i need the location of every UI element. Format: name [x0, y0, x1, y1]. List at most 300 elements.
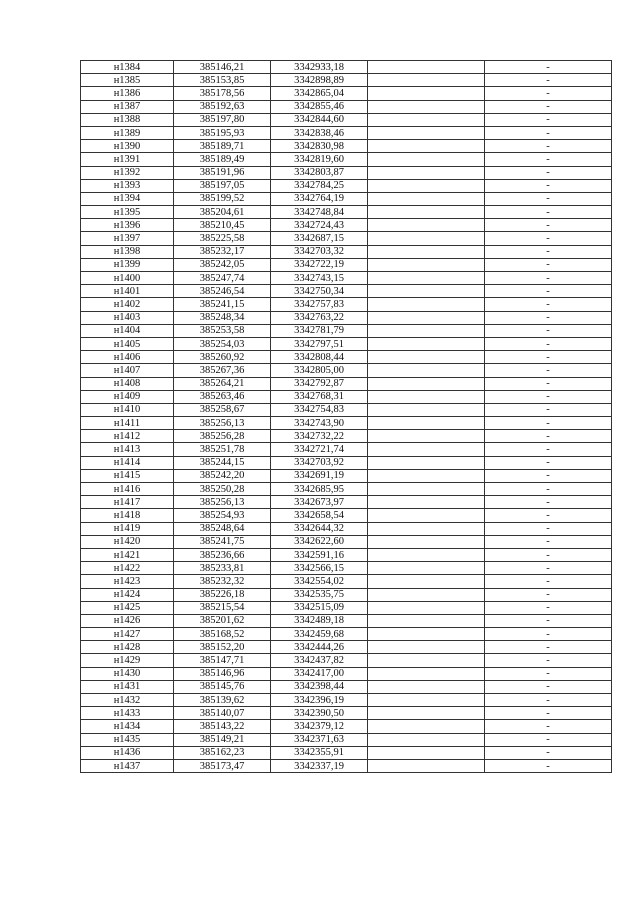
table-row	[81, 548, 612, 561]
y-coordinate-cell: 3342722,19	[271, 258, 368, 271]
point-id-cell: н1427	[81, 628, 174, 641]
value-cell: -	[485, 324, 612, 337]
empty-cell	[368, 535, 485, 548]
x-coordinate-cell: 385241,15	[174, 298, 271, 311]
empty-cell	[368, 192, 485, 205]
value-cell: -	[485, 74, 612, 87]
point-id-cell: н1426	[81, 614, 174, 627]
point-id-cell: н1422	[81, 562, 174, 575]
empty-cell	[368, 430, 485, 443]
x-coordinate-cell: 385256,13	[174, 496, 271, 509]
point-id-cell: н1403	[81, 311, 174, 324]
table-row	[81, 245, 612, 258]
empty-cell	[368, 707, 485, 720]
point-id-cell: н1395	[81, 206, 174, 219]
point-id-cell: н1393	[81, 179, 174, 192]
point-id-cell: н1410	[81, 403, 174, 416]
point-id-cell: н1409	[81, 390, 174, 403]
y-coordinate-cell: 3342865,04	[271, 87, 368, 100]
x-coordinate-cell: 385250,28	[174, 483, 271, 496]
value-cell: -	[485, 469, 612, 482]
point-id-cell: н1402	[81, 298, 174, 311]
y-coordinate-cell: 3342390,50	[271, 707, 368, 720]
y-coordinate-cell: 3342781,79	[271, 324, 368, 337]
point-id-cell: н1433	[81, 707, 174, 720]
point-id-cell: н1416	[81, 483, 174, 496]
empty-cell	[368, 74, 485, 87]
value-cell: -	[485, 575, 612, 588]
empty-cell	[368, 746, 485, 759]
x-coordinate-cell: 385197,05	[174, 179, 271, 192]
value-cell: -	[485, 403, 612, 416]
value-cell: -	[485, 522, 612, 535]
empty-cell	[368, 588, 485, 601]
value-cell: -	[485, 680, 612, 693]
y-coordinate-cell: 3342489,18	[271, 614, 368, 627]
empty-cell	[368, 219, 485, 232]
y-coordinate-cell: 3342703,32	[271, 245, 368, 258]
table-row	[81, 166, 612, 179]
table-row	[81, 509, 612, 522]
table-row	[81, 746, 612, 759]
y-coordinate-cell: 3342379,12	[271, 720, 368, 733]
x-coordinate-cell: 385146,21	[174, 61, 271, 74]
y-coordinate-cell: 3342803,87	[271, 166, 368, 179]
value-cell: -	[485, 245, 612, 258]
x-coordinate-cell: 385232,17	[174, 245, 271, 258]
value-cell: -	[485, 377, 612, 390]
table-row	[81, 680, 612, 693]
point-id-cell: н1437	[81, 759, 174, 772]
y-coordinate-cell: 3342398,44	[271, 680, 368, 693]
x-coordinate-cell: 385191,96	[174, 166, 271, 179]
empty-cell	[368, 179, 485, 192]
value-cell: -	[485, 192, 612, 205]
empty-cell	[368, 694, 485, 707]
x-coordinate-cell: 385215,54	[174, 601, 271, 614]
point-id-cell: н1394	[81, 192, 174, 205]
x-coordinate-cell: 385254,93	[174, 509, 271, 522]
point-id-cell: н1386	[81, 87, 174, 100]
empty-cell	[368, 337, 485, 350]
value-cell: -	[485, 258, 612, 271]
point-id-cell: н1385	[81, 74, 174, 87]
value-cell: -	[485, 364, 612, 377]
x-coordinate-cell: 385199,52	[174, 192, 271, 205]
x-coordinate-cell: 385139,62	[174, 694, 271, 707]
value-cell: -	[485, 337, 612, 350]
x-coordinate-cell: 385247,74	[174, 272, 271, 285]
x-coordinate-cell: 385140,07	[174, 707, 271, 720]
x-coordinate-cell: 385264,21	[174, 377, 271, 390]
empty-cell	[368, 403, 485, 416]
value-cell: -	[485, 641, 612, 654]
empty-cell	[368, 522, 485, 535]
table-row	[81, 522, 612, 535]
x-coordinate-cell: 385146,96	[174, 667, 271, 680]
value-cell: -	[485, 759, 612, 772]
value-cell: -	[485, 548, 612, 561]
point-id-cell: н1435	[81, 733, 174, 746]
empty-cell	[368, 733, 485, 746]
value-cell: -	[485, 61, 612, 74]
value-cell: -	[485, 206, 612, 219]
table-row	[81, 614, 612, 627]
value-cell: -	[485, 430, 612, 443]
y-coordinate-cell: 3342459,68	[271, 628, 368, 641]
value-cell: -	[485, 126, 612, 139]
y-coordinate-cell: 3342673,97	[271, 496, 368, 509]
point-id-cell: н1392	[81, 166, 174, 179]
y-coordinate-cell: 3342805,00	[271, 364, 368, 377]
empty-cell	[368, 113, 485, 126]
x-coordinate-cell: 385189,71	[174, 140, 271, 153]
table-row	[81, 351, 612, 364]
point-id-cell: н1406	[81, 351, 174, 364]
x-coordinate-cell: 385242,20	[174, 469, 271, 482]
x-coordinate-cell: 385225,58	[174, 232, 271, 245]
value-cell: -	[485, 628, 612, 641]
empty-cell	[368, 443, 485, 456]
point-id-cell: н1431	[81, 680, 174, 693]
x-coordinate-cell: 385254,03	[174, 337, 271, 350]
point-id-cell: н1419	[81, 522, 174, 535]
value-cell: -	[485, 100, 612, 113]
empty-cell	[368, 575, 485, 588]
value-cell: -	[485, 113, 612, 126]
value-cell: -	[485, 298, 612, 311]
point-id-cell: н1425	[81, 601, 174, 614]
x-coordinate-cell: 385226,18	[174, 588, 271, 601]
point-id-cell: н1384	[81, 61, 174, 74]
y-coordinate-cell: 3342750,34	[271, 285, 368, 298]
x-coordinate-cell: 385143,22	[174, 720, 271, 733]
point-id-cell: н1412	[81, 430, 174, 443]
table-row	[81, 100, 612, 113]
y-coordinate-cell: 3342933,18	[271, 61, 368, 74]
point-id-cell: н1389	[81, 126, 174, 139]
value-cell: -	[485, 390, 612, 403]
point-id-cell: н1421	[81, 548, 174, 561]
value-cell: -	[485, 179, 612, 192]
point-id-cell: н1388	[81, 113, 174, 126]
value-cell: -	[485, 733, 612, 746]
point-id-cell: н1407	[81, 364, 174, 377]
empty-cell	[368, 720, 485, 733]
point-id-cell: н1434	[81, 720, 174, 733]
y-coordinate-cell: 3342784,25	[271, 179, 368, 192]
empty-cell	[368, 100, 485, 113]
empty-cell	[368, 654, 485, 667]
y-coordinate-cell: 3342535,75	[271, 588, 368, 601]
y-coordinate-cell: 3342515,09	[271, 601, 368, 614]
point-id-cell: н1417	[81, 496, 174, 509]
empty-cell	[368, 272, 485, 285]
table-row	[81, 140, 612, 153]
value-cell: -	[485, 694, 612, 707]
point-id-cell: н1399	[81, 258, 174, 271]
empty-cell	[368, 285, 485, 298]
y-coordinate-cell: 3342754,83	[271, 403, 368, 416]
table-row	[81, 469, 612, 482]
value-cell: -	[485, 707, 612, 720]
value-cell: -	[485, 483, 612, 496]
value-cell: -	[485, 219, 612, 232]
table-row	[81, 390, 612, 403]
point-id-cell: н1387	[81, 100, 174, 113]
y-coordinate-cell: 3342764,19	[271, 192, 368, 205]
table-row	[81, 535, 612, 548]
value-cell: -	[485, 417, 612, 430]
value-cell: -	[485, 535, 612, 548]
x-coordinate-cell: 385147,71	[174, 654, 271, 667]
x-coordinate-cell: 385253,58	[174, 324, 271, 337]
y-coordinate-cell: 3342591,16	[271, 548, 368, 561]
empty-cell	[368, 377, 485, 390]
value-cell: -	[485, 232, 612, 245]
point-id-cell: н1432	[81, 694, 174, 707]
x-coordinate-cell: 385145,76	[174, 680, 271, 693]
table-row	[81, 417, 612, 430]
table-row	[81, 364, 612, 377]
table-row	[81, 496, 612, 509]
y-coordinate-cell: 3342748,84	[271, 206, 368, 219]
y-coordinate-cell: 3342797,51	[271, 337, 368, 350]
x-coordinate-cell: 385197,80	[174, 113, 271, 126]
value-cell: -	[485, 614, 612, 627]
empty-cell	[368, 126, 485, 139]
table-row	[81, 311, 612, 324]
point-id-cell: н1428	[81, 641, 174, 654]
table-row	[81, 232, 612, 245]
empty-cell	[368, 469, 485, 482]
x-coordinate-cell: 385256,28	[174, 430, 271, 443]
y-coordinate-cell: 3342838,46	[271, 126, 368, 139]
y-coordinate-cell: 3342355,91	[271, 746, 368, 759]
table-row	[81, 733, 612, 746]
x-coordinate-cell: 385162,23	[174, 746, 271, 759]
empty-cell	[368, 311, 485, 324]
value-cell: -	[485, 588, 612, 601]
value-cell: -	[485, 654, 612, 667]
empty-cell	[368, 61, 485, 74]
empty-cell	[368, 232, 485, 245]
value-cell: -	[485, 509, 612, 522]
table-row	[81, 298, 612, 311]
table-row	[81, 667, 612, 680]
empty-cell	[368, 641, 485, 654]
table-row	[81, 430, 612, 443]
point-id-cell: н1401	[81, 285, 174, 298]
value-cell: -	[485, 140, 612, 153]
table-row	[81, 324, 612, 337]
value-cell: -	[485, 720, 612, 733]
x-coordinate-cell: 385258,67	[174, 403, 271, 416]
y-coordinate-cell: 3342721,74	[271, 443, 368, 456]
table-row	[81, 258, 612, 271]
x-coordinate-cell: 385236,66	[174, 548, 271, 561]
empty-cell	[368, 496, 485, 509]
table-row	[81, 641, 612, 654]
table-row	[81, 403, 612, 416]
x-coordinate-cell: 385173,47	[174, 759, 271, 772]
coordinates-table	[80, 60, 612, 773]
x-coordinate-cell: 385241,75	[174, 535, 271, 548]
point-id-cell: н1415	[81, 469, 174, 482]
x-coordinate-cell: 385189,49	[174, 153, 271, 166]
value-cell: -	[485, 443, 612, 456]
y-coordinate-cell: 3342337,19	[271, 759, 368, 772]
empty-cell	[368, 483, 485, 496]
table-row	[81, 562, 612, 575]
table-row	[81, 285, 612, 298]
empty-cell	[368, 628, 485, 641]
table-row	[81, 126, 612, 139]
x-coordinate-cell: 385233,81	[174, 562, 271, 575]
y-coordinate-cell: 3342855,46	[271, 100, 368, 113]
empty-cell	[368, 140, 485, 153]
y-coordinate-cell: 3342622,60	[271, 535, 368, 548]
x-coordinate-cell: 385152,20	[174, 641, 271, 654]
value-cell: -	[485, 601, 612, 614]
table-row	[81, 456, 612, 469]
point-id-cell: н1430	[81, 667, 174, 680]
table-row	[81, 588, 612, 601]
coordinates-table-body	[81, 61, 612, 773]
y-coordinate-cell: 3342844,60	[271, 113, 368, 126]
y-coordinate-cell: 3342444,26	[271, 641, 368, 654]
x-coordinate-cell: 385246,54	[174, 285, 271, 298]
table-row	[81, 377, 612, 390]
point-id-cell: н1408	[81, 377, 174, 390]
y-coordinate-cell: 3342658,54	[271, 509, 368, 522]
point-id-cell: н1396	[81, 219, 174, 232]
value-cell: -	[485, 746, 612, 759]
y-coordinate-cell: 3342566,15	[271, 562, 368, 575]
y-coordinate-cell: 3342644,32	[271, 522, 368, 535]
empty-cell	[368, 390, 485, 403]
x-coordinate-cell: 385201,62	[174, 614, 271, 627]
value-cell: -	[485, 667, 612, 680]
empty-cell	[368, 298, 485, 311]
point-id-cell: н1418	[81, 509, 174, 522]
empty-cell	[368, 601, 485, 614]
table-row	[81, 153, 612, 166]
y-coordinate-cell: 3342685,95	[271, 483, 368, 496]
point-id-cell: н1414	[81, 456, 174, 469]
empty-cell	[368, 562, 485, 575]
table-row	[81, 575, 612, 588]
point-id-cell: н1398	[81, 245, 174, 258]
y-coordinate-cell: 3342691,19	[271, 469, 368, 482]
table-row	[81, 219, 612, 232]
y-coordinate-cell: 3342898,89	[271, 74, 368, 87]
x-coordinate-cell: 385149,21	[174, 733, 271, 746]
table-row	[81, 601, 612, 614]
table-row	[81, 61, 612, 74]
y-coordinate-cell: 3342792,87	[271, 377, 368, 390]
x-coordinate-cell: 385256,13	[174, 417, 271, 430]
point-id-cell: н1420	[81, 535, 174, 548]
point-id-cell: н1390	[81, 140, 174, 153]
x-coordinate-cell: 385248,64	[174, 522, 271, 535]
point-id-cell: н1423	[81, 575, 174, 588]
empty-cell	[368, 206, 485, 219]
point-id-cell: н1436	[81, 746, 174, 759]
value-cell: -	[485, 285, 612, 298]
x-coordinate-cell: 385153,85	[174, 74, 271, 87]
empty-cell	[368, 759, 485, 772]
table-row	[81, 707, 612, 720]
empty-cell	[368, 364, 485, 377]
value-cell: -	[485, 351, 612, 364]
empty-cell	[368, 245, 485, 258]
table-row	[81, 628, 612, 641]
x-coordinate-cell: 385178,56	[174, 87, 271, 100]
y-coordinate-cell: 3342703,92	[271, 456, 368, 469]
y-coordinate-cell: 3342687,15	[271, 232, 368, 245]
y-coordinate-cell: 3342757,83	[271, 298, 368, 311]
point-id-cell: н1405	[81, 337, 174, 350]
empty-cell	[368, 417, 485, 430]
x-coordinate-cell: 385260,92	[174, 351, 271, 364]
x-coordinate-cell: 385232,32	[174, 575, 271, 588]
x-coordinate-cell: 385251,78	[174, 443, 271, 456]
x-coordinate-cell: 385244,15	[174, 456, 271, 469]
x-coordinate-cell: 385192,63	[174, 100, 271, 113]
empty-cell	[368, 324, 485, 337]
value-cell: -	[485, 272, 612, 285]
x-coordinate-cell: 385210,45	[174, 219, 271, 232]
table-row	[81, 192, 612, 205]
empty-cell	[368, 680, 485, 693]
x-coordinate-cell: 385204,61	[174, 206, 271, 219]
empty-cell	[368, 456, 485, 469]
point-id-cell: н1424	[81, 588, 174, 601]
y-coordinate-cell: 3342724,43	[271, 219, 368, 232]
x-coordinate-cell: 385248,34	[174, 311, 271, 324]
point-id-cell: н1411	[81, 417, 174, 430]
point-id-cell: н1391	[81, 153, 174, 166]
x-coordinate-cell: 385242,05	[174, 258, 271, 271]
table-row	[81, 759, 612, 772]
empty-cell	[368, 153, 485, 166]
x-coordinate-cell: 385263,46	[174, 390, 271, 403]
point-id-cell: н1400	[81, 272, 174, 285]
y-coordinate-cell: 3342808,44	[271, 351, 368, 364]
value-cell: -	[485, 496, 612, 509]
table-row	[81, 206, 612, 219]
y-coordinate-cell: 3342417,00	[271, 667, 368, 680]
value-cell: -	[485, 456, 612, 469]
table-row	[81, 694, 612, 707]
x-coordinate-cell: 385267,36	[174, 364, 271, 377]
table-row	[81, 87, 612, 100]
y-coordinate-cell: 3342830,98	[271, 140, 368, 153]
y-coordinate-cell: 3342743,90	[271, 417, 368, 430]
y-coordinate-cell: 3342732,22	[271, 430, 368, 443]
value-cell: -	[485, 562, 612, 575]
table-row	[81, 74, 612, 87]
point-id-cell: н1404	[81, 324, 174, 337]
y-coordinate-cell: 3342763,22	[271, 311, 368, 324]
y-coordinate-cell: 3342819,60	[271, 153, 368, 166]
table-row	[81, 443, 612, 456]
table-row	[81, 272, 612, 285]
empty-cell	[368, 166, 485, 179]
y-coordinate-cell: 3342371,63	[271, 733, 368, 746]
y-coordinate-cell: 3342554,02	[271, 575, 368, 588]
